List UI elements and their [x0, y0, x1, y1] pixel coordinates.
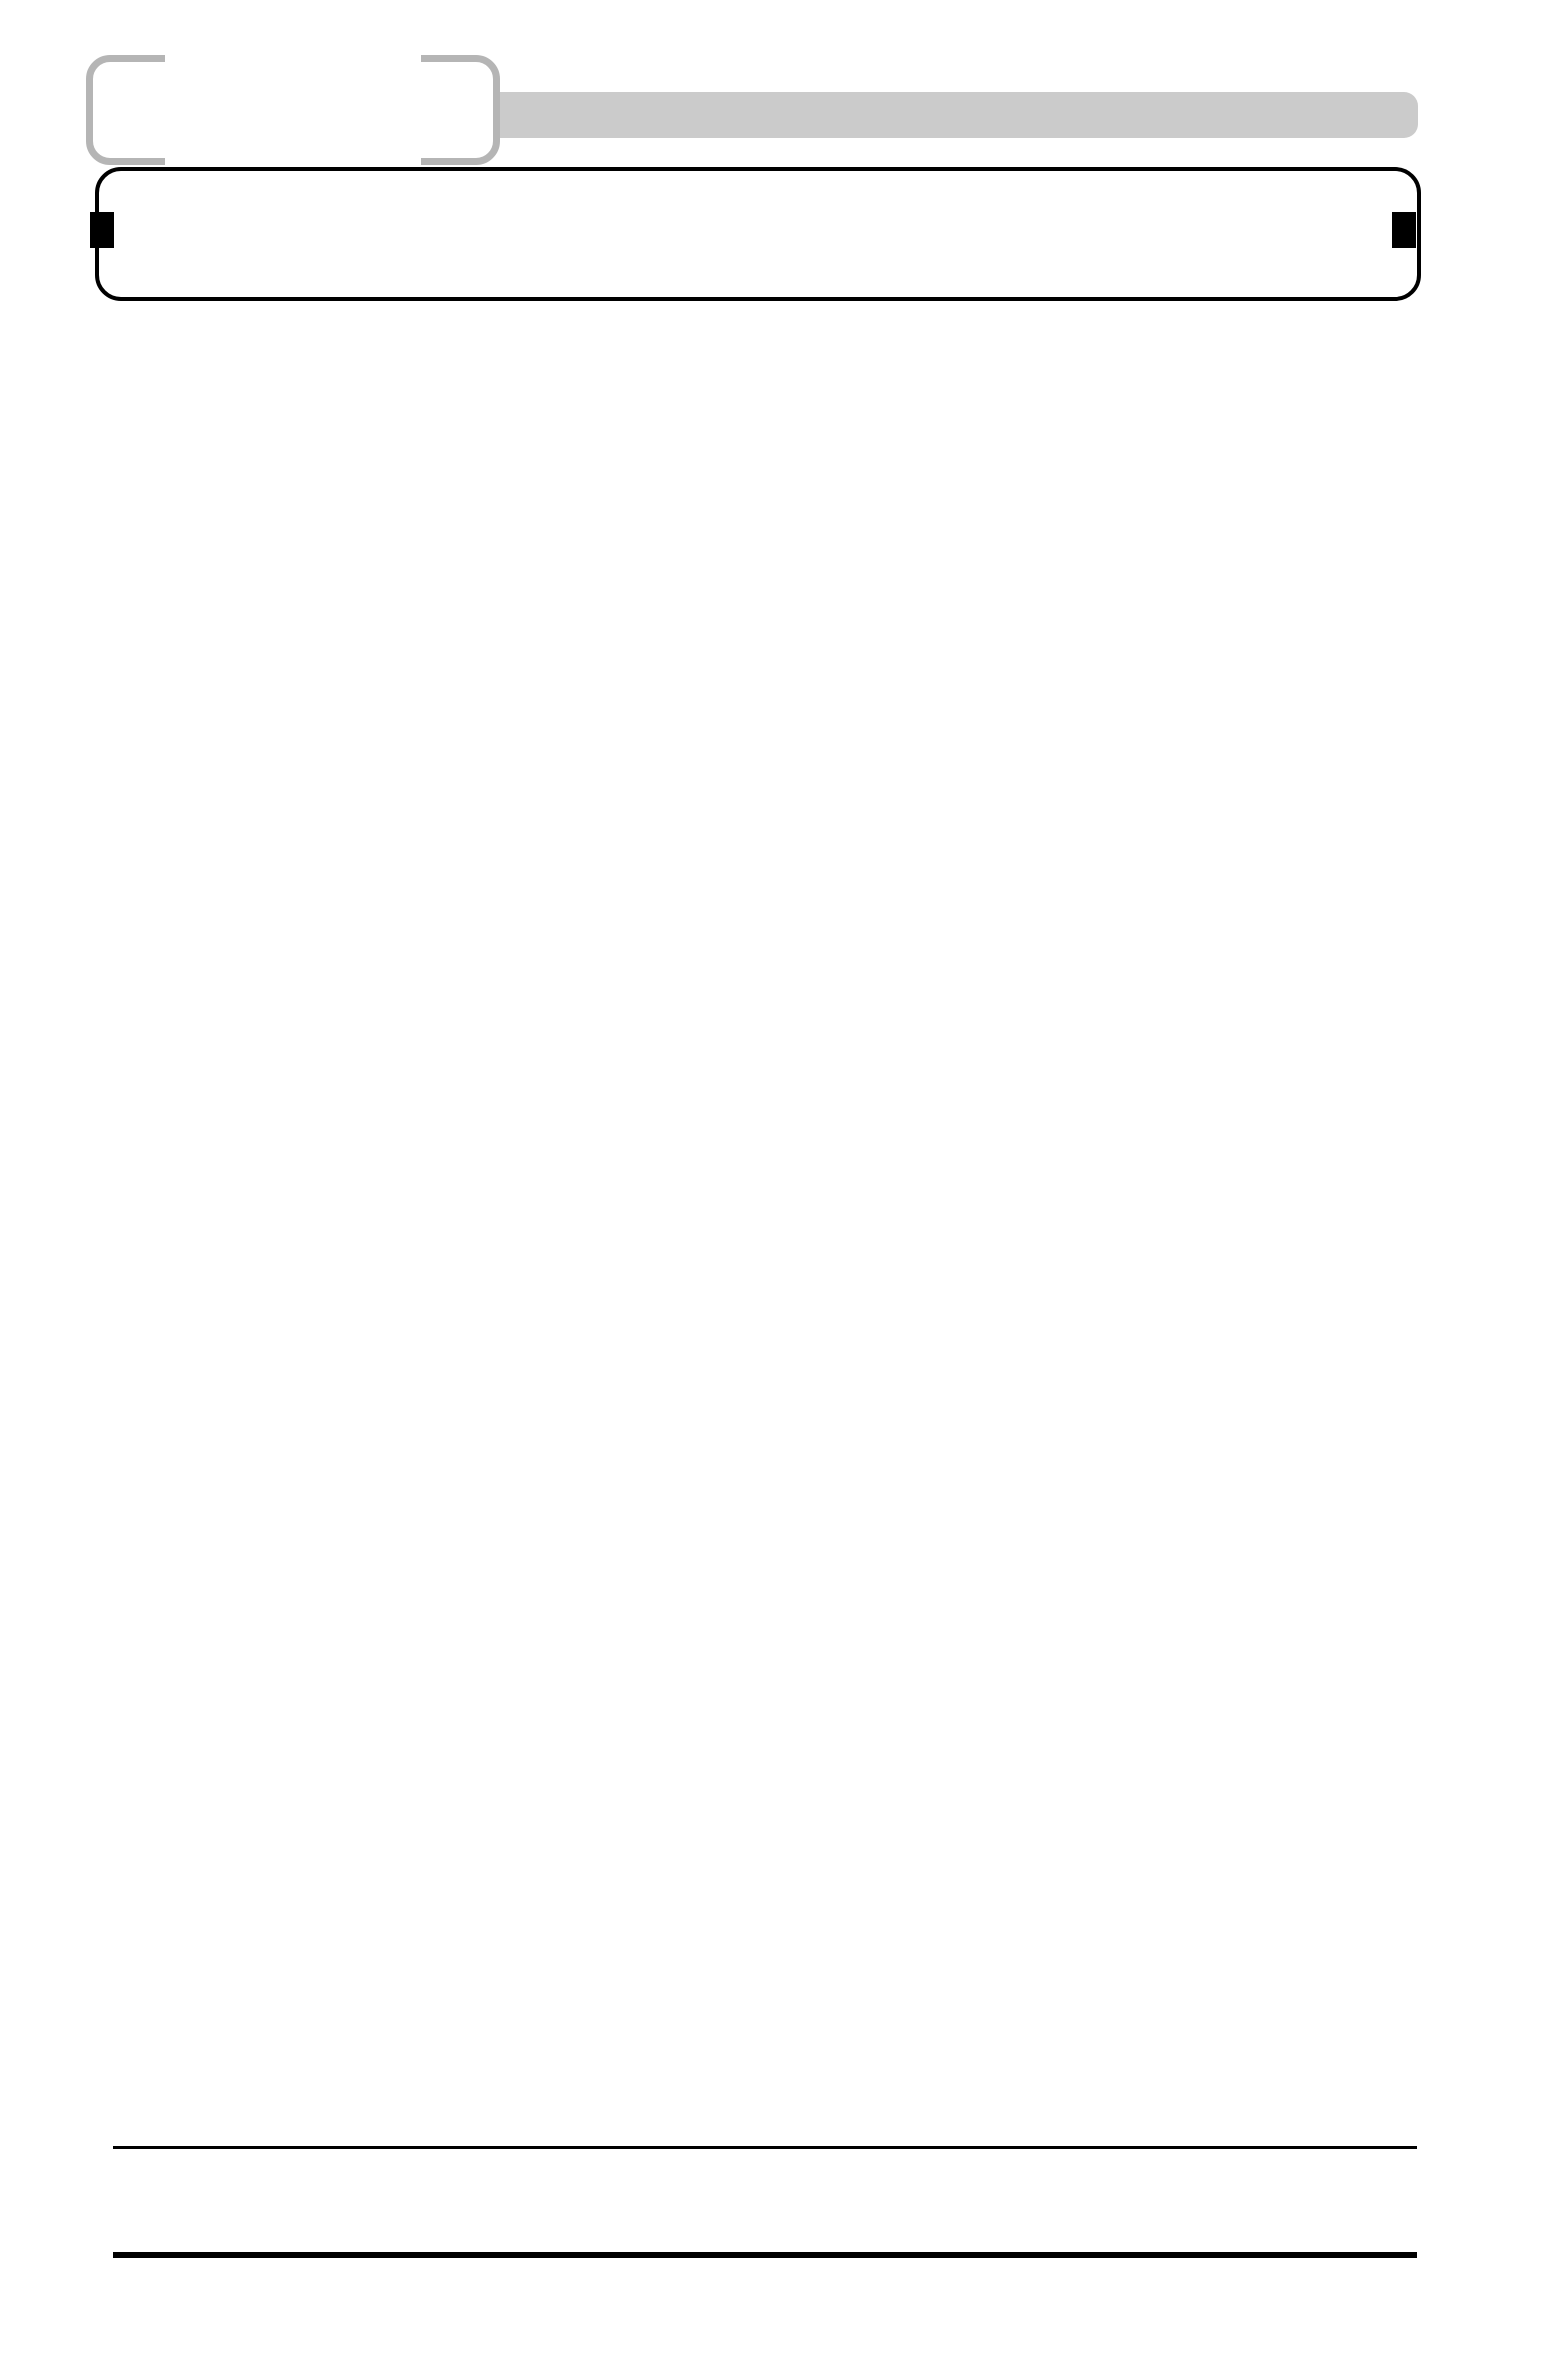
service-part-3 — [999, 185, 1025, 263]
box-right-tab — [1392, 212, 1416, 248]
service-part-1 — [239, 185, 265, 263]
title-banner — [86, 55, 500, 165]
box-left-tab — [90, 212, 114, 248]
next-week-duty-table — [113, 2146, 1417, 2258]
service-part-2 — [604, 185, 630, 263]
service-times-box — [95, 167, 1421, 301]
order-of-worship — [88, 340, 1508, 352]
